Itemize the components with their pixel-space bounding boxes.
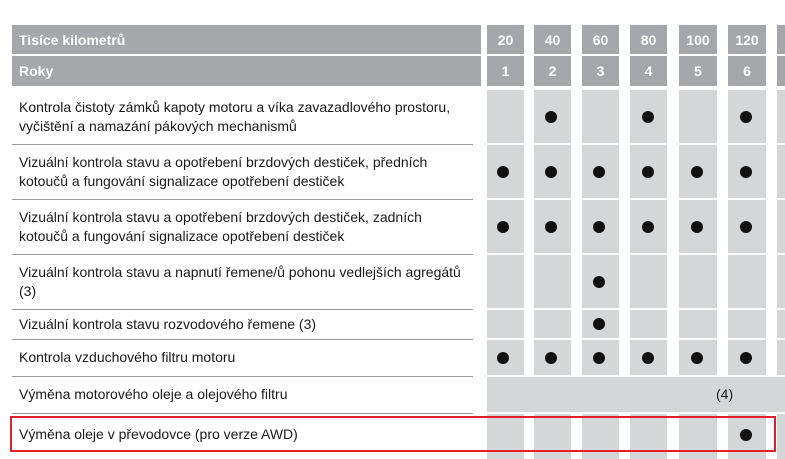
row-separator-gap [476,253,785,255]
row-divider [12,309,473,310]
header-km-cell: 80 [630,25,667,54]
check-dot-icon [545,221,557,233]
row-label: Vizuální kontrola stavu a napnutí řemene/ů pohonu vedlejších agregátů (3) [19,263,461,299]
row-divider [12,339,473,340]
check-dot-icon [740,352,752,364]
header-years-cell: 2 [534,56,571,86]
check-dot-icon [740,166,752,178]
row-separator-gap [476,412,785,414]
check-dot-icon [593,318,605,330]
header-km-cell: 120 [728,25,766,54]
header-km-edge [777,25,785,54]
header-years-cell: 4 [630,56,667,86]
row-label: Vizuální kontrola stavu a opotřebení brzdových destiček, zadních kotoučů a fungování signalizace opotřebení destiček [19,208,422,244]
merged-band [487,377,785,412]
check-dot-icon [497,166,509,178]
header-km-cell: 60 [582,25,619,54]
row-label: Kontrola vzduchového filtru motoru [19,349,236,365]
header-km-label [12,25,481,54]
check-dot-icon [740,221,752,233]
check-dot-icon [642,352,654,364]
row-separator-gap [476,143,785,145]
check-dot-icon [642,166,654,178]
check-dot-icon [593,221,605,233]
row-divider [12,144,473,145]
row-label: Výměna motorového oleje a olejového filtru [19,386,288,402]
header-km-cell: 100 [679,25,717,54]
header-years-cell: 1 [487,56,524,86]
check-dot-icon [545,111,557,123]
check-dot-icon [691,352,703,364]
header-years-cell: 6 [728,56,766,86]
row-separator-gap [476,308,785,310]
check-dot-icon [497,352,509,364]
header-km-cell: 20 [487,25,524,54]
check-dot-icon [691,221,703,233]
row-separator-gap [476,198,785,200]
check-dot-icon [593,276,605,288]
header-years-cell: 5 [679,56,717,86]
row-divider [12,413,473,414]
check-dot-icon [691,166,703,178]
row-label: Výměna oleje v převodovce (pro verze AWD) [19,426,298,442]
check-dot-icon [545,166,557,178]
check-dot-icon [642,111,654,123]
check-dot-icon [642,221,654,233]
check-dot-icon [545,352,557,364]
highlight-box [10,416,776,452]
header-years-cell: 3 [582,56,619,86]
check-dot-icon [740,111,752,123]
row-label: Vizuální kontrola stavu a opotřebení brzdových destiček, předních kotoučů a fungování signalizace opotřebení destiček [19,153,428,189]
check-dot-icon [497,221,509,233]
row-divider [12,376,473,377]
header-km-label-text: Tisíce kilometrů [19,31,126,48]
row-note: (4) [716,385,734,402]
check-dot-icon [593,352,605,364]
header-km-cell: 40 [534,25,571,54]
row-divider [12,254,473,255]
row-label: Kontrola čistoty zámků kapoty motoru a víka zavazadlového prostoru, vyčištění a namazání pákových mechanismů [19,98,451,134]
row-separator-gap [476,338,785,340]
header-years-label-text: Roky [19,63,54,79]
header-years-label [12,56,481,86]
check-dot-icon [593,166,605,178]
header-years-edge [777,56,785,86]
row-divider [12,199,473,200]
row-label: Vizuální kontrola stavu rozvodového řemene (3) [19,315,317,332]
